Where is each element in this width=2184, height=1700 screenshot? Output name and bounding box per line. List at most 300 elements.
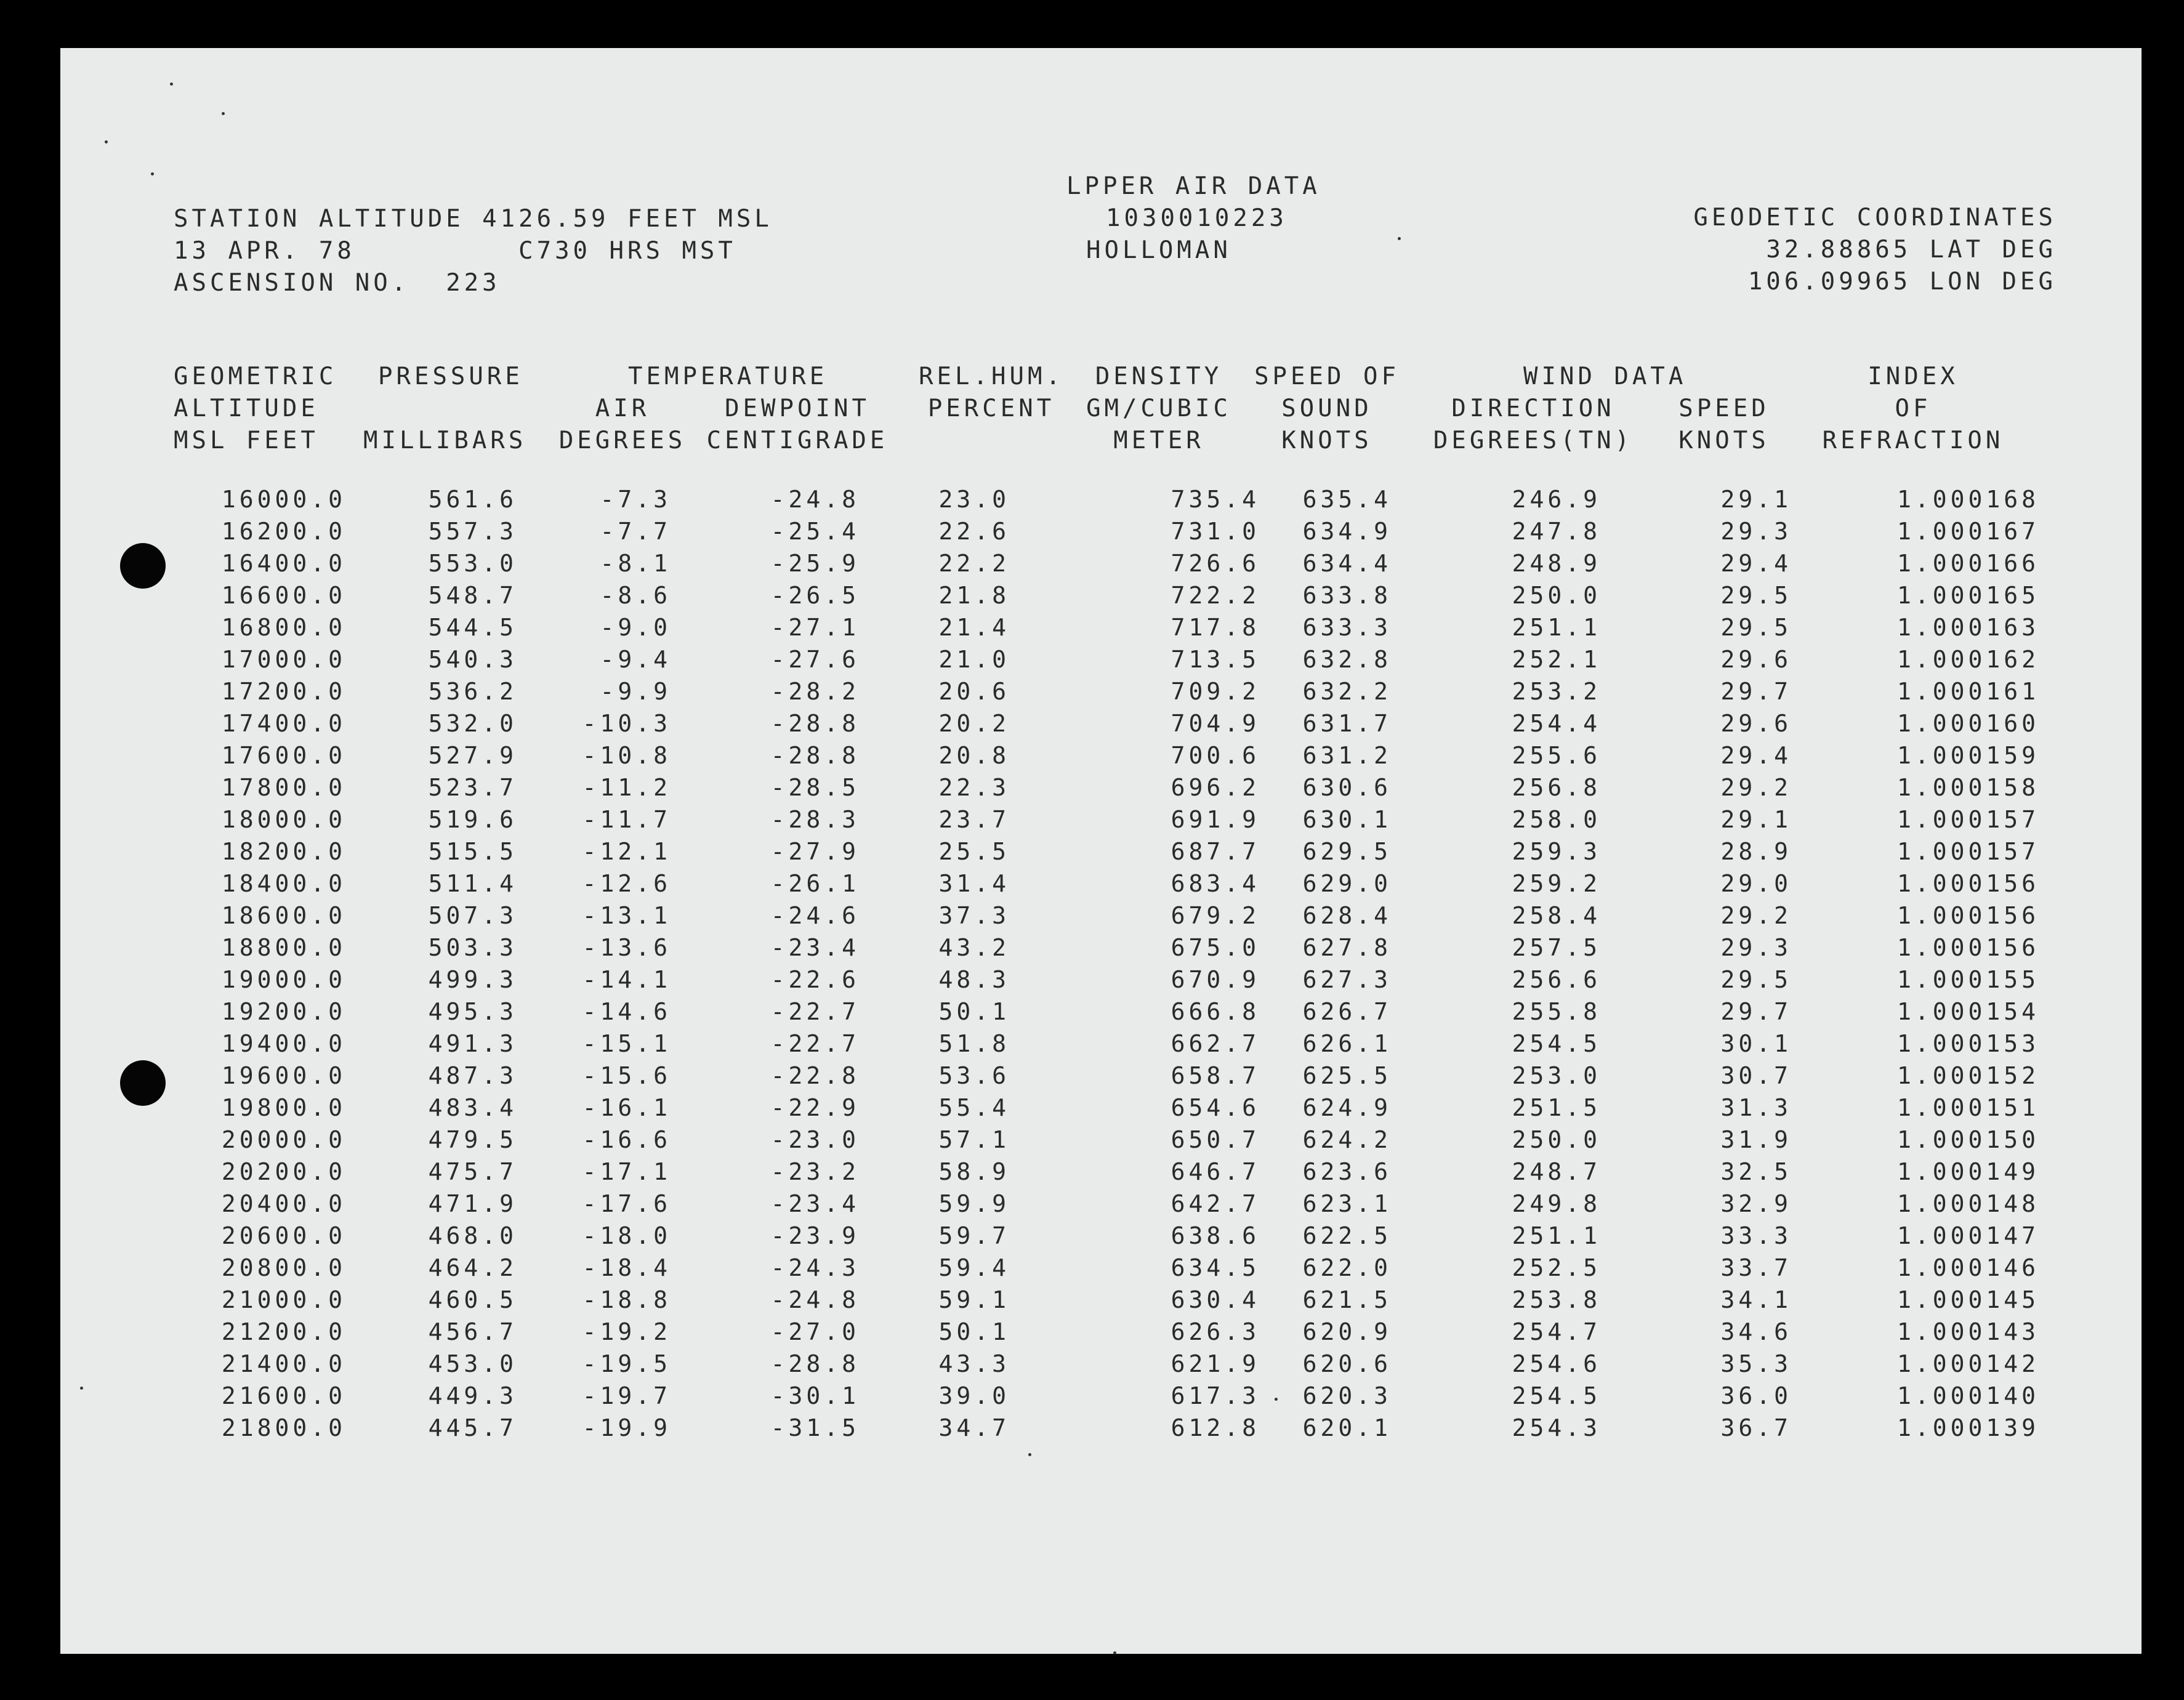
header-line: METER: [1113, 427, 1204, 454]
table-cell: 507.3: [428, 902, 517, 929]
table-cell: 709.2: [1171, 678, 1260, 705]
col-dewpoint: [727, 483, 860, 1444]
table-cell: 48.3: [938, 966, 1010, 993]
table-cell: 1.000165: [1896, 582, 2039, 609]
table-cell: 627.3: [1302, 966, 1392, 993]
table-cell: 31.4: [938, 870, 1010, 897]
table-cell: 20000.0: [221, 1126, 346, 1153]
speck: [105, 140, 108, 143]
table-cell: 20800.0: [221, 1254, 346, 1281]
table-cell: 29.5: [1720, 966, 1792, 993]
table-cell: 1.000157: [1896, 838, 2039, 865]
table-cell: 1.000148: [1896, 1190, 2039, 1217]
table-cell: -23.4: [770, 1190, 860, 1217]
table-cell: 1.000152: [1896, 1062, 2039, 1089]
table-cell: 21200.0: [221, 1318, 346, 1345]
table-cell: 553.0: [428, 550, 517, 577]
header-speed: [1662, 393, 1786, 457]
table-cell: 21.0: [938, 646, 1010, 673]
table-cell: 557.3: [428, 518, 517, 545]
table-cell: 633.3: [1302, 614, 1392, 641]
header-altitude: [174, 361, 337, 457]
table-cell: 29.0: [1720, 870, 1792, 897]
table-cell: 29.3: [1720, 518, 1792, 545]
table-cell: 59.7: [938, 1222, 1010, 1249]
table-cell: 18600.0: [221, 902, 346, 929]
table-cell: -15.6: [582, 1062, 671, 1089]
table-cell: 620.1: [1302, 1414, 1392, 1441]
table-cell: 20.6: [938, 678, 1010, 705]
table-cell: 259.2: [1512, 870, 1601, 897]
header-line: PERCENT: [927, 395, 1055, 422]
table-cell: 35.3: [1720, 1350, 1792, 1377]
table-cell: 251.1: [1512, 614, 1601, 641]
table-cell: -28.2: [770, 678, 860, 705]
table-cell: 17800.0: [221, 774, 346, 801]
table-cell: 722.2: [1171, 582, 1260, 609]
table-cell: -10.8: [582, 742, 671, 769]
table-cell: 620.6: [1302, 1350, 1392, 1377]
table-cell: 1.000142: [1896, 1350, 2039, 1377]
table-cell: 1.000163: [1896, 614, 2039, 641]
table-cell: 254.7: [1512, 1318, 1601, 1345]
table-cell: 731.0: [1171, 518, 1260, 545]
table-cell: 29.1: [1720, 806, 1792, 833]
table-cell: 21600.0: [221, 1382, 346, 1409]
table-cell: 18800.0: [221, 934, 346, 961]
table-cell: 20600.0: [221, 1222, 346, 1249]
table-cell: 634.5: [1171, 1254, 1260, 1281]
table-cell: 624.9: [1302, 1094, 1392, 1121]
table-cell: -12.6: [582, 870, 671, 897]
table-cell: -8.6: [600, 582, 671, 609]
table-cell: 1.000155: [1896, 966, 2039, 993]
table-cell: 18200.0: [221, 838, 346, 865]
header-line: SPEED: [1678, 395, 1770, 422]
table-cell: 21000.0: [221, 1286, 346, 1313]
table-cell: 59.1: [938, 1286, 1010, 1313]
table-cell: 456.7: [428, 1318, 517, 1345]
table-cell: 1.000147: [1896, 1222, 2039, 1249]
table-cell: -22.9: [770, 1094, 860, 1121]
table-cell: 31.9: [1720, 1126, 1792, 1153]
table-cell: 21400.0: [221, 1350, 346, 1377]
station-info: [174, 203, 773, 299]
table-cell: 624.2: [1302, 1126, 1392, 1153]
table-cell: -19.2: [582, 1318, 671, 1345]
header-line: PRESSURE: [378, 363, 523, 390]
table-cell: 29.2: [1720, 774, 1792, 801]
header-dewpoint: [702, 393, 893, 457]
table-cell: -26.1: [770, 870, 860, 897]
table-cell: 631.7: [1302, 710, 1392, 737]
table-cell: 475.7: [428, 1158, 517, 1185]
header-line: REL.HUM.: [919, 363, 1064, 390]
table-cell: 250.0: [1512, 1126, 1601, 1153]
speck: [1113, 1651, 1116, 1654]
table-cell: -25.9: [770, 550, 860, 577]
table-cell: 495.3: [428, 998, 517, 1025]
table-cell: 22.3: [938, 774, 1010, 801]
table-cell: 642.7: [1171, 1190, 1260, 1217]
table-cell: 32.9: [1720, 1190, 1792, 1217]
header-line: MSL FEET: [174, 427, 319, 454]
table-cell: 253.8: [1512, 1286, 1601, 1313]
table-cell: 1.000160: [1896, 710, 2039, 737]
table-cell: 33.7: [1720, 1254, 1792, 1281]
table-cell: 29.6: [1720, 710, 1792, 737]
table-cell: 251.5: [1512, 1094, 1601, 1121]
table-cell: 626.1: [1302, 1030, 1392, 1057]
table-cell: -26.5: [770, 582, 860, 609]
table-cell: 1.000159: [1896, 742, 2039, 769]
header-line: DEGREES: [558, 427, 687, 454]
ascension-number: ASCENSION NO. 223: [174, 269, 501, 297]
table-cell: 31.3: [1720, 1094, 1792, 1121]
table-cell: 29.4: [1720, 742, 1792, 769]
table-cell: 55.4: [938, 1094, 1010, 1121]
table-cell: 19400.0: [221, 1030, 346, 1057]
table-cell: 1.000168: [1896, 486, 2039, 513]
table-cell: -28.8: [770, 1350, 860, 1377]
table-cell: -18.4: [582, 1254, 671, 1281]
table-cell: 29.1: [1720, 486, 1792, 513]
table-cell: 16200.0: [221, 518, 346, 545]
table-cell: 503.3: [428, 934, 517, 961]
header-wind: WIND DATA: [1523, 363, 1687, 390]
table-cell: 19000.0: [221, 966, 346, 993]
table-cell: 1.000162: [1896, 646, 2039, 673]
table-cell: -28.3: [770, 806, 860, 833]
speck: [151, 172, 154, 175]
table-cell: 19200.0: [221, 998, 346, 1025]
table-cell: 248.9: [1512, 550, 1601, 577]
header-line: [363, 393, 526, 425]
table-cell: 623.1: [1302, 1190, 1392, 1217]
table-cell: 259.3: [1512, 838, 1601, 865]
table-cell: 256.6: [1512, 966, 1601, 993]
station-name: HOLLOMAN: [1086, 236, 1231, 264]
speck: [170, 83, 173, 86]
table-cell: 621.5: [1302, 1286, 1392, 1313]
table-cell: 634.4: [1302, 550, 1392, 577]
table-cell: 29.4: [1720, 550, 1792, 577]
table-cell: -13.6: [582, 934, 671, 961]
table-cell: -28.8: [770, 710, 860, 737]
table-cell: -30.1: [770, 1382, 860, 1409]
table-cell: 670.9: [1171, 966, 1260, 993]
table-cell: 548.7: [428, 582, 517, 609]
header-temperature: TEMPERATURE: [628, 363, 828, 390]
table-cell: 666.8: [1171, 998, 1260, 1025]
table-cell: 29.7: [1720, 678, 1792, 705]
table-cell: 51.8: [938, 1030, 1010, 1057]
table-cell: 1.000151: [1896, 1094, 2039, 1121]
col-refraction: [1847, 483, 2039, 1444]
header-line: INDEX: [1868, 363, 1959, 390]
table-cell: 1.000156: [1896, 870, 2039, 897]
table-cell: 523.7: [428, 774, 517, 801]
table-cell: 1.000156: [1896, 934, 2039, 961]
col-pressure: [394, 483, 517, 1444]
table-cell: 453.0: [428, 1350, 517, 1377]
header-line: SOUND: [1281, 395, 1372, 422]
table-cell: 628.4: [1302, 902, 1392, 929]
table-cell: 1.000167: [1896, 518, 2039, 545]
table-cell: -19.7: [582, 1382, 671, 1409]
table-cell: 499.3: [428, 966, 517, 993]
table-cell: 631.2: [1302, 742, 1392, 769]
table-cell: 483.4: [428, 1094, 517, 1121]
table-cell: -16.6: [582, 1126, 671, 1153]
table-cell: -18.0: [582, 1222, 671, 1249]
table-cell: 625.5: [1302, 1062, 1392, 1089]
table-cell: 532.0: [428, 710, 517, 737]
table-cell: 247.8: [1512, 518, 1601, 545]
table-cell: 29.2: [1720, 902, 1792, 929]
table-cell: 254.3: [1512, 1414, 1601, 1441]
header-line: DEGREES(TN): [1433, 427, 1634, 454]
table-cell: 252.5: [1512, 1254, 1601, 1281]
table-cell: 515.5: [428, 838, 517, 865]
table-cell: 252.1: [1512, 646, 1601, 673]
table-cell: -24.3: [770, 1254, 860, 1281]
table-cell: -17.1: [582, 1158, 671, 1185]
table-cell: 258.4: [1512, 902, 1601, 929]
longitude: 106.09965 LON DEG: [1747, 268, 2057, 296]
table-cell: 16600.0: [221, 582, 346, 609]
table-cell: -18.8: [582, 1286, 671, 1313]
table-cell: 633.8: [1302, 582, 1392, 609]
table-cell: -24.8: [770, 1286, 860, 1313]
table-cell: 629.5: [1302, 838, 1392, 865]
table-cell: 43.2: [938, 934, 1010, 961]
table-cell: 23.7: [938, 806, 1010, 833]
header-line: SPEED OF: [1254, 363, 1400, 390]
table-cell: -15.1: [582, 1030, 671, 1057]
geodetic-coordinates: [1650, 202, 2057, 298]
table-cell: 622.0: [1302, 1254, 1392, 1281]
table-cell: 17000.0: [221, 646, 346, 673]
table-cell: 519.6: [428, 806, 517, 833]
title: LPPER AIR DATA: [1066, 172, 1321, 200]
table-cell: 22.2: [938, 550, 1010, 577]
table-cell: -10.3: [582, 710, 671, 737]
table-cell: 248.7: [1512, 1158, 1601, 1185]
table-cell: 22.6: [938, 518, 1010, 545]
col-direction: [1478, 483, 1601, 1444]
table-cell: -27.6: [770, 646, 860, 673]
header-line: KNOTS: [1281, 427, 1372, 454]
station-altitude: STATION ALTITUDE 4126.59 FEET MSL: [174, 205, 773, 233]
table-cell: 256.8: [1512, 774, 1601, 801]
header-line: ALTITUDE: [174, 395, 319, 422]
table-cell: -22.7: [770, 1030, 860, 1057]
table-cell: 249.8: [1512, 1190, 1601, 1217]
table-cell: 33.3: [1720, 1222, 1792, 1249]
table-cell: -14.6: [582, 998, 671, 1025]
table-cell: 39.0: [938, 1382, 1010, 1409]
table-cell: 634.9: [1302, 518, 1392, 545]
table-cell: 658.7: [1171, 1062, 1260, 1089]
table-cell: -23.0: [770, 1126, 860, 1153]
header-line: OF: [1895, 395, 1932, 422]
table-cell: 445.7: [428, 1414, 517, 1441]
table-cell: 464.2: [428, 1254, 517, 1281]
col-speed: [1675, 483, 1792, 1444]
table-cell: 254.6: [1512, 1350, 1601, 1377]
speck: [222, 112, 225, 115]
table-cell: -27.9: [770, 838, 860, 865]
header-air: [552, 393, 693, 457]
table-cell: 18000.0: [221, 806, 346, 833]
header-direction: [1422, 393, 1644, 457]
table-cell: 620.3: [1302, 1382, 1392, 1409]
header-refraction: [1818, 361, 2009, 457]
latitude: 32.88865 LAT DEG: [1766, 236, 2057, 264]
table-cell: 691.9: [1171, 806, 1260, 833]
table-cell: 258.0: [1512, 806, 1601, 833]
table-cell: 21.8: [938, 582, 1010, 609]
table-cell: -19.5: [582, 1350, 671, 1377]
table-cell: 21.4: [938, 614, 1010, 641]
table-cell: 50.1: [938, 1318, 1010, 1345]
coords-title: GEODETIC COORDINATES: [1693, 204, 2057, 232]
table-cell: 623.6: [1302, 1158, 1392, 1185]
table-cell: -24.8: [770, 486, 860, 513]
table-cell: 254.4: [1512, 710, 1601, 737]
table-cell: 20.2: [938, 710, 1010, 737]
table-cell: 18400.0: [221, 870, 346, 897]
table-cell: 544.5: [428, 614, 517, 641]
table-cell: 29.5: [1720, 582, 1792, 609]
table-cell: 32.5: [1720, 1158, 1792, 1185]
table-cell: 617.3: [1171, 1382, 1260, 1409]
table-cell: -27.1: [770, 614, 860, 641]
table-cell: 17400.0: [221, 710, 346, 737]
table-cell: 627.8: [1302, 934, 1392, 961]
table-cell: 251.1: [1512, 1222, 1601, 1249]
table-cell: 630.1: [1302, 806, 1392, 833]
header-line: DEWPOINT: [725, 395, 870, 422]
table-cell: -9.4: [600, 646, 671, 673]
table-cell: 37.3: [938, 902, 1010, 929]
table-cell: -17.6: [582, 1190, 671, 1217]
table-cell: 487.3: [428, 1062, 517, 1089]
table-cell: 687.7: [1171, 838, 1260, 865]
table-cell: -9.0: [600, 614, 671, 641]
table-cell: 253.0: [1512, 1062, 1601, 1089]
table-cell: 1.000149: [1896, 1158, 2039, 1185]
table-cell: 626.3: [1171, 1318, 1260, 1345]
table-cell: 29.6: [1720, 646, 1792, 673]
table-cell: 635.4: [1302, 486, 1392, 513]
header-line: AIR: [595, 395, 650, 422]
speck: [1028, 1453, 1031, 1456]
table-cell: 632.8: [1302, 646, 1392, 673]
table-cell: 630.4: [1171, 1286, 1260, 1313]
table-cell: 540.3: [428, 646, 517, 673]
table-cell: 253.2: [1512, 678, 1601, 705]
table-cell: 679.2: [1171, 902, 1260, 929]
table-cell: 654.6: [1171, 1094, 1260, 1121]
table-cell: 19800.0: [221, 1094, 346, 1121]
speck: [80, 1387, 83, 1390]
table-cell: 629.0: [1302, 870, 1392, 897]
report-title: [1066, 171, 1321, 267]
table-cell: 1.000154: [1896, 998, 2039, 1025]
table-cell: 1.000145: [1896, 1286, 2039, 1313]
header-line: DENSITY: [1095, 363, 1223, 390]
header-sound: [1250, 361, 1404, 457]
table-cell: 23.0: [938, 486, 1010, 513]
table-cell: 255.6: [1512, 742, 1601, 769]
table-cell: 17200.0: [221, 678, 346, 705]
table-cell: 255.8: [1512, 998, 1601, 1025]
table-cell: 704.9: [1171, 710, 1260, 737]
table-cell: -22.8: [770, 1062, 860, 1089]
table-cell: 717.8: [1171, 614, 1260, 641]
table-cell: -23.2: [770, 1158, 860, 1185]
table-cell: 735.4: [1171, 486, 1260, 513]
table-cell: 632.2: [1302, 678, 1392, 705]
table-cell: 58.9: [938, 1158, 1010, 1185]
table-cell: 21800.0: [221, 1414, 346, 1441]
table-cell: 726.6: [1171, 550, 1260, 577]
table-cell: 20200.0: [221, 1158, 346, 1185]
table-cell: 471.9: [428, 1190, 517, 1217]
table-cell: 1.000166: [1896, 550, 2039, 577]
table-cell: 1.000161: [1896, 678, 2039, 705]
table-cell: 612.8: [1171, 1414, 1260, 1441]
table-cell: -23.4: [770, 934, 860, 961]
table-cell: 675.0: [1171, 934, 1260, 961]
table-cell: 16400.0: [221, 550, 346, 577]
col-humidity: [905, 483, 1010, 1444]
table-cell: -22.6: [770, 966, 860, 993]
table-cell: 650.7: [1171, 1126, 1260, 1153]
table-cell: 1.000158: [1896, 774, 2039, 801]
table-cell: -24.6: [770, 902, 860, 929]
table-cell: 1.000157: [1896, 806, 2039, 833]
punch-hole-bottom: [120, 1060, 166, 1106]
table-cell: -27.0: [770, 1318, 860, 1345]
header-line: DIRECTION: [1451, 395, 1615, 422]
table-cell: 646.7: [1171, 1158, 1260, 1185]
table-cell: 479.5: [428, 1126, 517, 1153]
table-cell: -23.9: [770, 1222, 860, 1249]
table-cell: 19600.0: [221, 1062, 346, 1089]
table-cell: 250.0: [1512, 582, 1601, 609]
header-density: [1079, 361, 1239, 457]
col-air: [548, 483, 671, 1444]
table-cell: 53.6: [938, 1062, 1010, 1089]
table-cell: 25.5: [938, 838, 1010, 865]
header-line: CENTIGRADE: [706, 427, 889, 454]
table-cell: -7.7: [600, 518, 671, 545]
table-cell: -16.1: [582, 1094, 671, 1121]
table-cell: 36.7: [1720, 1414, 1792, 1441]
table-cell: -11.2: [582, 774, 671, 801]
table-cell: 683.4: [1171, 870, 1260, 897]
table-cell: -13.1: [582, 902, 671, 929]
header-pressure: [363, 361, 526, 457]
header-line: KNOTS: [1678, 427, 1770, 454]
table-cell: 29.5: [1720, 614, 1792, 641]
table-cell: -25.4: [770, 518, 860, 545]
table-cell: -19.9: [582, 1414, 671, 1441]
table-cell: -8.1: [600, 550, 671, 577]
